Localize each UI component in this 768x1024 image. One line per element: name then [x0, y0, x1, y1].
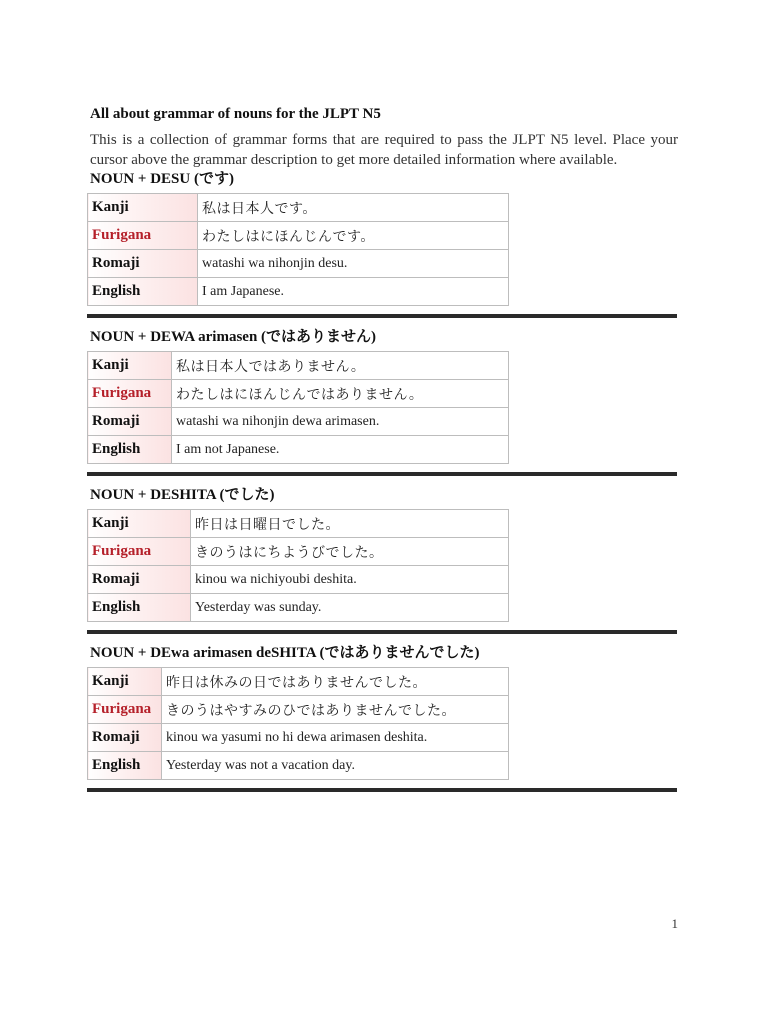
grammar-table — [87, 667, 509, 780]
row-label-furigana: Furigana — [88, 380, 172, 408]
table-row-furigana — [88, 222, 509, 250]
romaji-value[interactable]: kinou wa nichiyoubi deshita. — [191, 566, 509, 594]
table-row-romaji — [88, 566, 509, 594]
section-heading: NOUN + DESU (です) — [90, 171, 234, 187]
table-row-furigana — [88, 380, 509, 408]
furigana-value[interactable]: きのうはにちようびでした。 — [191, 538, 509, 566]
table-row-english — [88, 594, 509, 622]
section-divider — [87, 472, 677, 476]
row-label-kanji: Kanji — [88, 194, 198, 222]
row-label-furigana: Furigana — [88, 222, 198, 250]
document-page — [90, 104, 678, 802]
grammar-section-desu — [90, 170, 678, 318]
english-value[interactable]: I am Japanese. — [198, 278, 509, 306]
grammar-section-dewa-arimasen-deshita — [90, 644, 678, 792]
section-heading: NOUN + DEWA arimasen (ではありません) — [90, 329, 377, 345]
table-row-romaji — [88, 408, 509, 436]
row-label-kanji: Kanji — [88, 668, 162, 696]
row-label-furigana: Furigana — [88, 696, 162, 724]
english-value[interactable]: Yesterday was not a vacation day. — [162, 752, 509, 780]
row-label-english: English — [88, 594, 191, 622]
grammar-table — [87, 193, 509, 306]
kanji-value[interactable]: 昨日は休みの日ではありませんでした。 — [162, 668, 509, 696]
intro-paragraph: This is a collection of grammar forms that are required to pass the JLPT N5 level. Place your cursor above the grammar description to get more detailed information where available. — [90, 132, 678, 168]
english-value[interactable]: I am not Japanese. — [172, 436, 509, 464]
table-row-furigana — [88, 696, 509, 724]
row-label-english: English — [88, 436, 172, 464]
table-row-romaji — [88, 250, 509, 278]
section-heading: NOUN + DESHITA (でした) — [90, 487, 275, 503]
row-label-romaji: Romaji — [88, 566, 191, 594]
romaji-value[interactable]: kinou wa yasumi no hi dewa arimasen deshita. — [162, 724, 509, 752]
kanji-value[interactable]: 昨日は日曜日でした。 — [191, 510, 509, 538]
table-row-kanji — [88, 668, 509, 696]
table-row-kanji — [88, 194, 509, 222]
row-label-english: English — [88, 752, 162, 780]
row-label-furigana: Furigana — [88, 538, 191, 566]
section-heading: NOUN + DEwa arimasen deSHITA (ではありませんでした) — [90, 645, 480, 661]
romaji-value[interactable]: watashi wa nihonjin dewa arimasen. — [172, 408, 509, 436]
section-divider — [87, 630, 677, 634]
row-label-romaji: Romaji — [88, 724, 162, 752]
row-label-kanji: Kanji — [88, 352, 172, 380]
romaji-value[interactable]: watashi wa nihonjin desu. — [198, 250, 509, 278]
page-number: 1 — [671, 916, 678, 931]
row-label-romaji: Romaji — [88, 250, 198, 278]
table-row-english — [88, 752, 509, 780]
furigana-value[interactable]: きのうはやすみのひではありませんでした。 — [162, 696, 509, 724]
row-label-romaji: Romaji — [88, 408, 172, 436]
table-row-english — [88, 436, 509, 464]
grammar-table — [87, 351, 509, 464]
grammar-table — [87, 509, 509, 622]
kanji-value[interactable]: 私は日本人です。 — [198, 194, 509, 222]
grammar-section-deshita — [90, 486, 678, 634]
table-row-english — [88, 278, 509, 306]
furigana-value[interactable]: わたしはにほんじんです。 — [198, 222, 509, 250]
english-value[interactable]: Yesterday was sunday. — [191, 594, 509, 622]
table-row-kanji — [88, 510, 509, 538]
furigana-value[interactable]: わたしはにほんじんではありません。 — [172, 380, 509, 408]
kanji-value[interactable]: 私は日本人ではありません。 — [172, 352, 509, 380]
page-title: All about grammar of nouns for the JLPT N5 — [90, 106, 381, 122]
table-row-romaji — [88, 724, 509, 752]
grammar-section-dewa-arimasen — [90, 328, 678, 476]
row-label-kanji: Kanji — [88, 510, 191, 538]
table-row-kanji — [88, 352, 509, 380]
table-row-furigana — [88, 538, 509, 566]
section-divider — [87, 788, 677, 792]
row-label-english: English — [88, 278, 198, 306]
section-divider — [87, 314, 677, 318]
